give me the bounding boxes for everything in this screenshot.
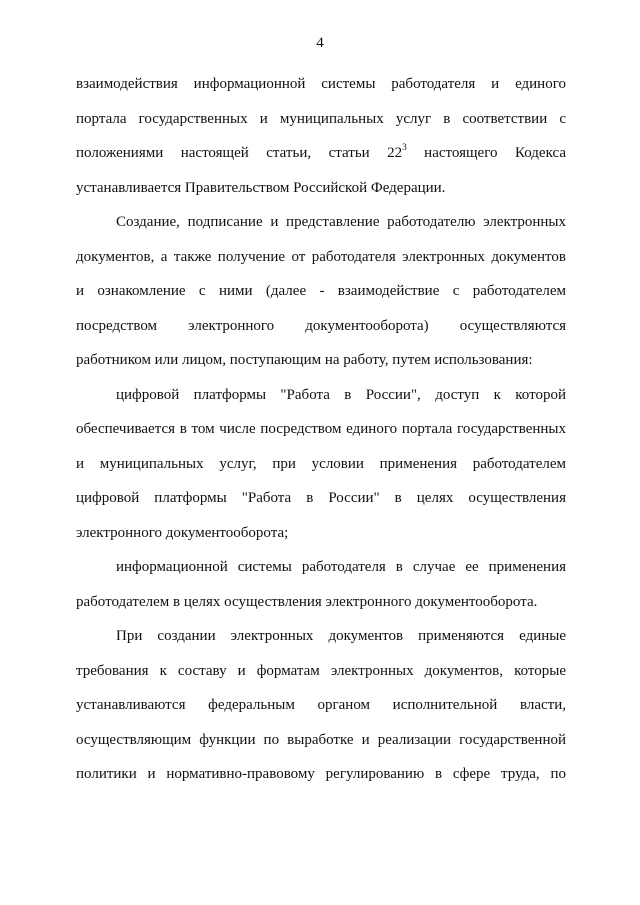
text-line: требования к составу и форматам электронных документов, которые	[76, 662, 566, 679]
text-line: и ознакомление с ними (далее - взаимодействие с работодателем	[76, 283, 566, 299]
text-line: При создании электронных документов применяются единые	[116, 628, 566, 644]
text-line: политики и нормативно-правовому регулированию в сфере труда, по	[76, 766, 566, 782]
text-line: и муниципальных услуг, при условии применения работодателем	[76, 455, 566, 472]
text-line: цифровой платформы "Работа в России", доступ к которой	[116, 386, 566, 403]
document-body	[76, 67, 566, 792]
text-line: посредством электронного документооборота) осуществляются	[76, 317, 566, 334]
text-line: работодателем в целях осуществления электронного документооборота.	[76, 593, 538, 610]
superscript: 3	[402, 142, 407, 152]
text-line: цифровой платформы "Работа в России" в целях осуществления	[76, 490, 566, 506]
text-line: работником или лицом, поступающим на работу, путем использования:	[76, 352, 533, 368]
text-line: устанавливаются федеральным органом исполнительной власти,	[76, 697, 566, 713]
text-line: устанавливается Правительством Российской Федерации.	[76, 179, 446, 196]
text-line-head: положениями настоящей статьи, статьи 22	[76, 145, 403, 161]
paragraph-1	[76, 67, 566, 205]
page-number: 4	[316, 35, 324, 51]
text-line: портала государственных и муниципальных услуг в соответствии с	[76, 110, 566, 127]
text-line: взаимодействия информационной системы работодателя и единого	[76, 76, 566, 92]
text-line: документов, а также получение от работодателя электронных документов	[76, 248, 566, 265]
text-line: обеспечивается в том числе посредством единого портала государственных	[76, 421, 566, 437]
paragraph-2	[76, 205, 566, 378]
paragraph-4	[76, 550, 566, 619]
paragraph-3	[76, 378, 566, 551]
text-line: информационной системы работодателя в случае ее применения	[116, 559, 566, 575]
text-line-with-superscript	[76, 136, 566, 171]
text-line: Создание, подписание и представление работодателю электронных	[116, 214, 566, 230]
paragraph-5	[76, 619, 566, 792]
text-line: электронного документооборота;	[76, 524, 289, 541]
text-line-tail: настоящего Кодекса	[406, 145, 566, 161]
text-line: осуществляющим функции по выработке и реализации государственной	[76, 731, 566, 748]
